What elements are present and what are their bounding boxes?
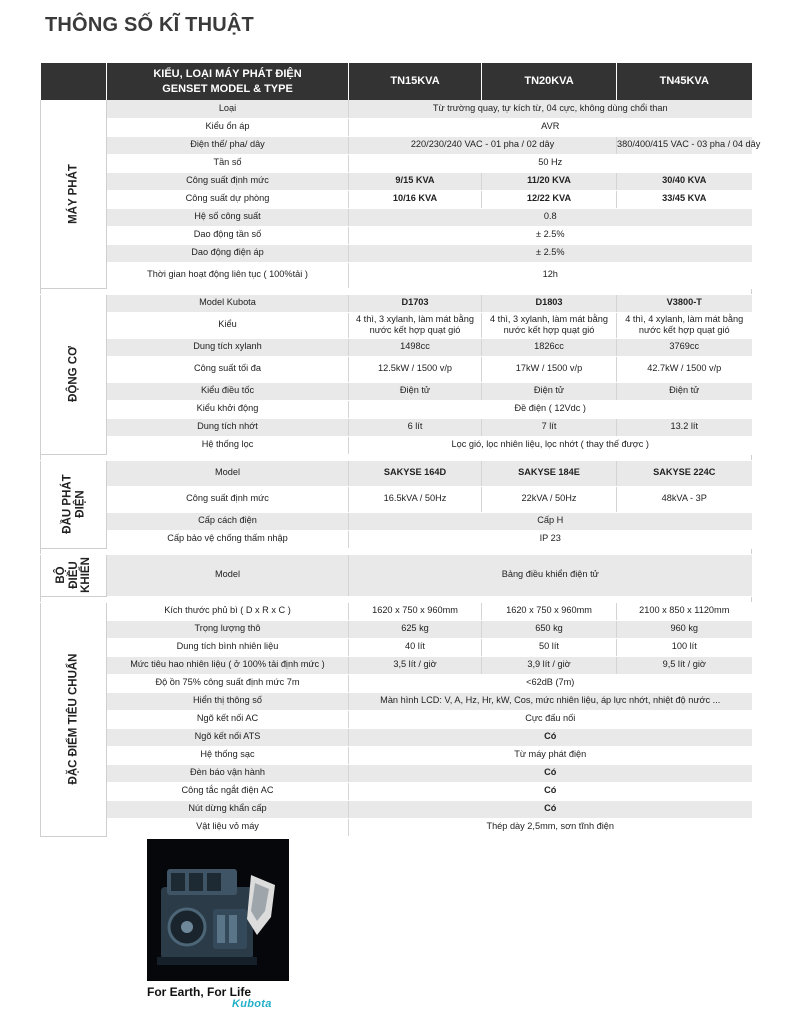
spec-label: Model xyxy=(107,554,349,596)
header-model-type-en: GENSET MODEL & TYPE xyxy=(162,82,293,95)
header-model-type-vi: KIỂU, LOẠI MÁY PHÁT ĐIỆN xyxy=(153,67,302,80)
spec-label: Độ ồn 75% công suất định mức 7m xyxy=(107,674,349,692)
section-header xyxy=(41,294,107,454)
spec-value: Màn hình LCD: V, A, Hz, Hr, kW, Cos, mức nhiên liệu, áp lực nhớt, nhiệt độ nước ... xyxy=(349,692,752,710)
spec-row xyxy=(41,512,752,530)
spec-value: 50 Hz xyxy=(349,154,752,172)
spec-value-model-1: Điện tử xyxy=(349,382,482,400)
spec-label: Dung tích xylanh xyxy=(107,338,349,356)
spec-label: Cấp cách điện xyxy=(107,512,349,530)
spec-row xyxy=(41,460,752,486)
spec-label: Hệ thống lọc xyxy=(107,436,349,454)
section-header xyxy=(41,602,107,836)
spec-label: Đèn báo vận hành xyxy=(107,764,349,782)
header-model-3: TN45KVA xyxy=(617,63,752,100)
spec-value-model-3: 960 kg xyxy=(617,620,752,638)
spec-value-model-2: SAKYSE 184E xyxy=(482,460,617,486)
spec-value: IP 23 xyxy=(349,530,752,548)
spec-value: 0.8 xyxy=(349,208,752,226)
spec-value-model-2: 1826cc xyxy=(482,338,617,356)
spec-value: Cực đấu nối xyxy=(349,710,752,728)
spec-label: Hệ số công suất xyxy=(107,208,349,226)
spec-value-model-1: 6 lít xyxy=(349,418,482,436)
section-title-line: ĐẶC ĐIỂM TIÊU CHUẨN xyxy=(67,653,80,785)
spec-label: Công suất tối đa xyxy=(107,356,349,382)
section-title-line: ĐẦU PHÁT xyxy=(60,474,73,534)
spec-label: Dao động điện áp xyxy=(107,244,349,262)
spec-value: Từ trường quay, tự kích từ, 04 cực, không dùng chổi than xyxy=(349,100,752,118)
spec-label: Hệ thống sạc xyxy=(107,746,349,764)
spec-row xyxy=(41,436,752,454)
section-title-line: ĐỘNG CƠ xyxy=(67,346,80,402)
spec-value-model-1: 625 kg xyxy=(349,620,482,638)
spec-value-model-2: 4 thì, 3 xylanh, làm mát bằng nước kết hợp quạt gió xyxy=(482,312,617,338)
section-title-line: BỘ xyxy=(54,566,67,584)
spec-value: ± 2.5% xyxy=(349,244,752,262)
spec-value-model-1: SAKYSE 164D xyxy=(349,460,482,486)
spec-label: Thời gian hoạt động liên tục ( 100%tải ) xyxy=(107,262,349,288)
section-title xyxy=(67,164,80,224)
spec-row xyxy=(41,800,752,818)
spec-value-model-3: 30/40 KVA xyxy=(617,172,752,190)
spec-label: Dung tích nhớt xyxy=(107,418,349,436)
section-title-line: ĐIỀU xyxy=(67,561,80,589)
spec-value: Thép dày 2,5mm, sơn tĩnh điện xyxy=(349,818,752,836)
spec-value-model-3: SAKYSE 224C xyxy=(617,460,752,486)
spec-value: AVR xyxy=(349,118,752,136)
spec-row xyxy=(41,692,752,710)
spec-row xyxy=(41,226,752,244)
spec-value: Có xyxy=(349,728,752,746)
spec-value-model-1: 4 thì, 3 xylanh, làm mát bằng nước kết hợp quạt gió xyxy=(349,312,482,338)
spec-value-model-3: 13.2 lít xyxy=(617,418,752,436)
spec-row xyxy=(41,338,752,356)
header-blank xyxy=(41,63,107,100)
spec-row xyxy=(41,620,752,638)
spec-value: Có xyxy=(349,800,752,818)
spec-value-model-2: 50 lít xyxy=(482,638,617,656)
spec-row xyxy=(41,602,752,620)
spec-row xyxy=(41,638,752,656)
spec-row xyxy=(41,262,752,288)
spec-value-model-2: 17kW / 1500 v/p xyxy=(482,356,617,382)
spec-value-model-3: 9,5 lít / giờ xyxy=(617,656,752,674)
engine-illustration xyxy=(147,839,289,981)
spec-value-model-1: 12.5kW / 1500 v/p xyxy=(349,356,482,382)
spec-label: Trọng lượng thô xyxy=(107,620,349,638)
spec-row xyxy=(41,746,752,764)
spec-row xyxy=(41,382,752,400)
spec-row xyxy=(41,656,752,674)
spec-value-model-1: 3,5 lít / giờ xyxy=(349,656,482,674)
spec-row xyxy=(41,118,752,136)
spec-value-model-3: Điện tử xyxy=(617,382,752,400)
spec-label: Công suất định mức xyxy=(107,172,349,190)
spec-label: Điện thế/ pha/ dây xyxy=(107,136,349,154)
header-model-2: TN20KVA xyxy=(482,63,617,100)
spec-value: ± 2.5% xyxy=(349,226,752,244)
spec-label: Cấp bảo vệ chống thấm nhập xyxy=(107,530,349,548)
spec-value: Đề điện ( 12Vdc ) xyxy=(349,400,752,418)
section-header xyxy=(41,554,107,596)
spec-label: Công suất dự phòng xyxy=(107,190,349,208)
spec-value: 12h xyxy=(349,262,752,288)
spec-value-model-1: 9/15 KVA xyxy=(349,172,482,190)
section-title-line: ĐIỆN xyxy=(73,490,86,518)
spec-row xyxy=(41,764,752,782)
spec-row xyxy=(41,100,752,118)
spec-row xyxy=(41,154,752,172)
spec-value-model-2: 650 kg xyxy=(482,620,617,638)
page-title: THÔNG SỐ KĨ THUẬT xyxy=(45,14,254,36)
spec-row xyxy=(41,530,752,548)
spec-label: Ngõ kết nối AC xyxy=(107,710,349,728)
spec-value: Lọc gió, lọc nhiên liệu, lọc nhớt ( thay thế được ) xyxy=(349,436,752,454)
section-header xyxy=(41,460,107,548)
kubota-engine-image xyxy=(147,839,289,981)
header-model-type xyxy=(107,63,349,100)
spec-value-model-3: 42.7kW / 1500 v/p xyxy=(617,356,752,382)
section-title xyxy=(55,557,93,593)
spec-label: Kiểu khởi động xyxy=(107,400,349,418)
spec-label: Công suất định mức xyxy=(107,486,349,512)
spec-label: Hiển thị thông số xyxy=(107,692,349,710)
spec-value-model-2: 22kVA / 50Hz xyxy=(482,486,617,512)
spec-label: Kiểu ổn áp xyxy=(107,118,349,136)
spec-label: Vật liệu vỏ máy xyxy=(107,818,349,836)
spec-body xyxy=(41,100,761,836)
section-header xyxy=(41,100,107,288)
spec-label: Model xyxy=(107,460,349,486)
spec-value-model-3: 48kVA - 3P xyxy=(617,486,752,512)
spec-value-model-3: 3769cc xyxy=(617,338,752,356)
section-title-line: KHIỂN xyxy=(79,557,92,593)
spec-row xyxy=(41,554,752,596)
spec-row xyxy=(41,312,752,338)
spec-row xyxy=(41,244,752,262)
spec-row xyxy=(41,486,752,512)
spec-label: Kiểu điều tốc xyxy=(107,382,349,400)
spec-value: Bảng điều khiển điện tử xyxy=(349,554,752,596)
spec-value-model-3: 100 lít xyxy=(617,638,752,656)
header-model-1: TN15KVA xyxy=(349,63,482,100)
spec-label: Kích thước phủ bì ( D x R x C ) xyxy=(107,602,349,620)
spec-value-model-2: 1620 x 750 x 960mm xyxy=(482,602,617,620)
spec-value: Từ máy phát điện xyxy=(349,746,752,764)
spec-value-model-1: 40 lít xyxy=(349,638,482,656)
spec-value: <62dB (7m) xyxy=(349,674,752,692)
spec-value-model-1: 10/16 KVA xyxy=(349,190,482,208)
spec-value-model-3: V3800-T xyxy=(617,294,752,312)
spec-row xyxy=(41,710,752,728)
spec-row xyxy=(41,190,752,208)
spec-row xyxy=(41,674,752,692)
spec-value-model-1: 1498cc xyxy=(349,338,482,356)
spec-row xyxy=(41,728,752,746)
spec-label: Mức tiêu hao nhiên liệu ( ở 100% tải định mức ) xyxy=(107,656,349,674)
spec-value-model-2: 3,9 lít / giờ xyxy=(482,656,617,674)
spec-value-model-3: 4 thì, 4 xylanh, làm mát bằng nước kết hợp quạt gió xyxy=(617,312,752,338)
spec-label: Công tắc ngắt điện AC xyxy=(107,782,349,800)
spec-table xyxy=(40,63,761,837)
spec-value-single-phase: 220/230/240 VAC - 01 pha / 02 dây xyxy=(349,136,617,154)
section-title xyxy=(61,474,86,533)
kubota-logo: Kubota xyxy=(232,998,272,1010)
spec-value-model-1: 1620 x 750 x 960mm xyxy=(349,602,482,620)
section-title xyxy=(67,654,80,785)
spec-row xyxy=(41,782,752,800)
spec-value: Có xyxy=(349,764,752,782)
spec-value-model-1: 16.5kVA / 50Hz xyxy=(349,486,482,512)
spec-row xyxy=(41,356,752,382)
spec-row xyxy=(41,172,752,190)
spec-row xyxy=(41,294,752,312)
spec-value-three-phase: 380/400/415 VAC - 03 pha / 04 dây xyxy=(617,136,752,154)
section-title-line: MÁY PHÁT xyxy=(67,163,80,224)
spec-value-model-2: 7 lít xyxy=(482,418,617,436)
spec-label: Kiểu xyxy=(107,312,349,338)
spec-label: Tần số xyxy=(107,154,349,172)
spec-value-model-1: D1703 xyxy=(349,294,482,312)
spec-row xyxy=(41,136,752,154)
spec-row xyxy=(41,208,752,226)
spec-row xyxy=(41,818,752,836)
spec-value-model-2: D1803 xyxy=(482,294,617,312)
spec-label: Nút dừng khẩn cấp xyxy=(107,800,349,818)
spec-label: Dung tích bình nhiên liệu xyxy=(107,638,349,656)
spec-label: Dao động tần số xyxy=(107,226,349,244)
section-title xyxy=(67,346,80,402)
spec-label: Model Kubota xyxy=(107,294,349,312)
spec-label: Ngõ kết nối ATS xyxy=(107,728,349,746)
spec-value: Có xyxy=(349,782,752,800)
spec-value-model-2: 11/20 KVA xyxy=(482,172,617,190)
spec-label: Loại xyxy=(107,100,349,118)
spec-value-model-3: 33/45 KVA xyxy=(617,190,752,208)
spec-value-model-2: 12/22 KVA xyxy=(482,190,617,208)
spec-value: Cấp H xyxy=(349,512,752,530)
spec-row xyxy=(41,400,752,418)
spec-value-model-3: 2100 x 850 x 1120mm xyxy=(617,602,752,620)
spec-value-model-2: Điện tử xyxy=(482,382,617,400)
slogan: For Earth, For Life xyxy=(147,985,252,999)
spec-row xyxy=(41,418,752,436)
